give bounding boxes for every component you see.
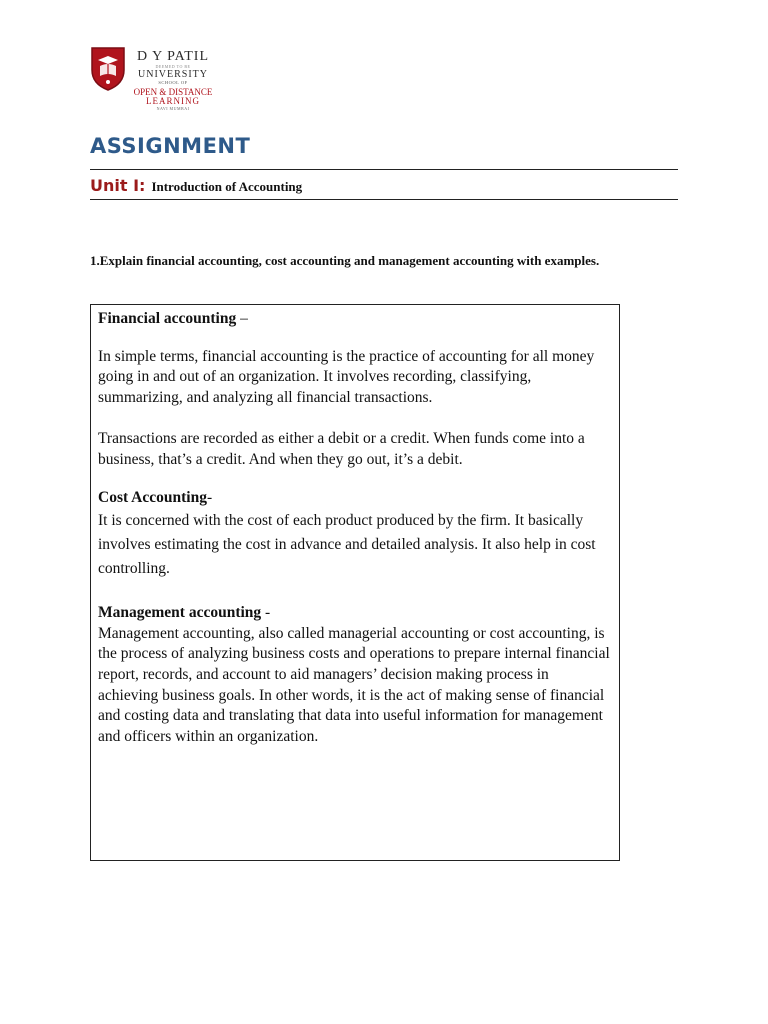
logo-name: D Y PATIL [136, 49, 209, 64]
financial-heading-line [98, 309, 611, 330]
unit-title: Introduction of Accounting [151, 179, 303, 194]
top-divider [90, 169, 678, 170]
logo-location: NAVI MUMBAI [156, 105, 190, 111]
unit-heading [90, 176, 302, 196]
cost-heading: Cost Accounting [98, 489, 207, 507]
financial-heading: Financial accounting [98, 310, 237, 327]
unit-label: Unit I: [90, 176, 146, 195]
bottom-divider [90, 199, 678, 200]
logo-tiny-line: DEEMED TO BE [155, 64, 191, 69]
management-heading: Management accounting [98, 603, 262, 621]
logo-text [128, 50, 218, 111]
answer-box [90, 304, 620, 861]
logo-school: SCHOOL OF [158, 80, 188, 85]
cost-heading-line [98, 488, 611, 509]
financial-para-1: In simple terms, financial accounting is the practice of accounting for all money going in and out of an organization. It involves recording, classifying, summarizing, and analyzing all financial transactions. [98, 347, 595, 407]
page-title: ASSIGNMENT [90, 134, 251, 158]
financial-para-2: Transactions are recorded as either a debit or a credit. When funds come into a business, that’s a credit. And when they go out, it’s a debit. [98, 429, 585, 468]
management-heading-suffix: - [261, 603, 271, 621]
cost-heading-suffix: - [206, 489, 213, 507]
logo-open-distance: OPEN & DISTANCE [133, 86, 213, 97]
logo-learning: LEARNING [146, 95, 200, 106]
management-para: Management accounting, also called managerial accounting or cost accounting, is the process of analyzing business costs and operations to prepare internal financial report, records, and account to aid managers’ decision making process in achieving business goals. In other words, it is the act of making sense of financial and costing data and translating that data into useful information for management and officers within an organization. [98, 624, 610, 746]
cost-para: It is concerned with the cost of each product produced by the firm. It basically involves estimating the cost in advance and detailed analysis. It also help in cost controlling. [98, 511, 596, 577]
management-heading-line [98, 603, 611, 624]
logo-university: UNIVERSITY [138, 69, 208, 80]
financial-heading-suffix: – [236, 310, 248, 327]
question-text: 1.Explain financial accounting, cost accounting and management accounting with examples. [90, 253, 600, 268]
shield-crest-icon [90, 46, 126, 92]
university-logo [90, 44, 220, 116]
